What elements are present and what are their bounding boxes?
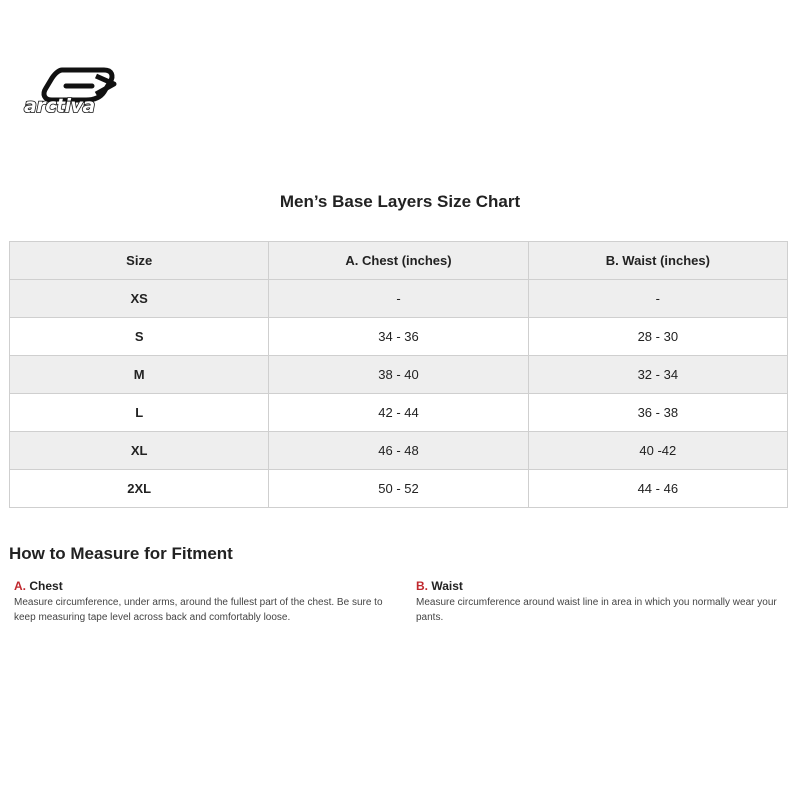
table-row (10, 470, 788, 508)
size-cell: XL (10, 432, 269, 470)
table-row (10, 356, 788, 394)
waist-cell: 32 - 34 (528, 356, 787, 394)
waist-cell: 36 - 38 (528, 394, 787, 432)
waist-cell: 40 -42 (528, 432, 787, 470)
measure-description: Measure circumference, under arms, around the fullest part of the chest. Be sure to keep measuring tape level across back and comfortably loose. (14, 597, 383, 623)
measure-waist-title (416, 579, 794, 594)
table-row (10, 432, 788, 470)
table-header-row (10, 242, 788, 280)
measure-letter: A. (14, 579, 26, 593)
chest-cell: 42 - 44 (269, 394, 528, 432)
header-size: Size (10, 242, 269, 280)
chest-cell: 50 - 52 (269, 470, 528, 508)
measure-description: Measure circumference around waist line in area in which you normally wear your pants. (416, 597, 777, 623)
chest-cell: - (269, 280, 528, 318)
size-cell: L (10, 394, 269, 432)
logo-wordmark: arctiva (24, 95, 95, 117)
size-cell: M (10, 356, 269, 394)
header-waist: B. Waist (inches) (528, 242, 787, 280)
size-cell: XS (10, 280, 269, 318)
measure-chest-title (14, 579, 399, 594)
waist-cell: - (528, 280, 787, 318)
table-row (10, 318, 788, 356)
size-cell: 2XL (10, 470, 269, 508)
size-chart-table (9, 241, 788, 508)
measure-name: Waist (431, 579, 463, 593)
waist-cell: 28 - 30 (528, 318, 787, 356)
table-row (10, 280, 788, 318)
brand-logo (22, 62, 134, 122)
measure-waist (416, 579, 794, 625)
measure-heading: How to Measure for Fitment (9, 544, 233, 563)
page-title: Men’s Base Layers Size Chart (279, 192, 521, 211)
chest-cell: 34 - 36 (269, 318, 528, 356)
waist-cell: 44 - 46 (528, 470, 787, 508)
header-chest: A. Chest (inches) (269, 242, 528, 280)
chest-cell: 38 - 40 (269, 356, 528, 394)
measure-name: Chest (29, 579, 63, 593)
table-row (10, 394, 788, 432)
measure-letter: B. (416, 579, 428, 593)
size-cell: S (10, 318, 269, 356)
chest-cell: 46 - 48 (269, 432, 528, 470)
measure-chest (14, 579, 399, 625)
